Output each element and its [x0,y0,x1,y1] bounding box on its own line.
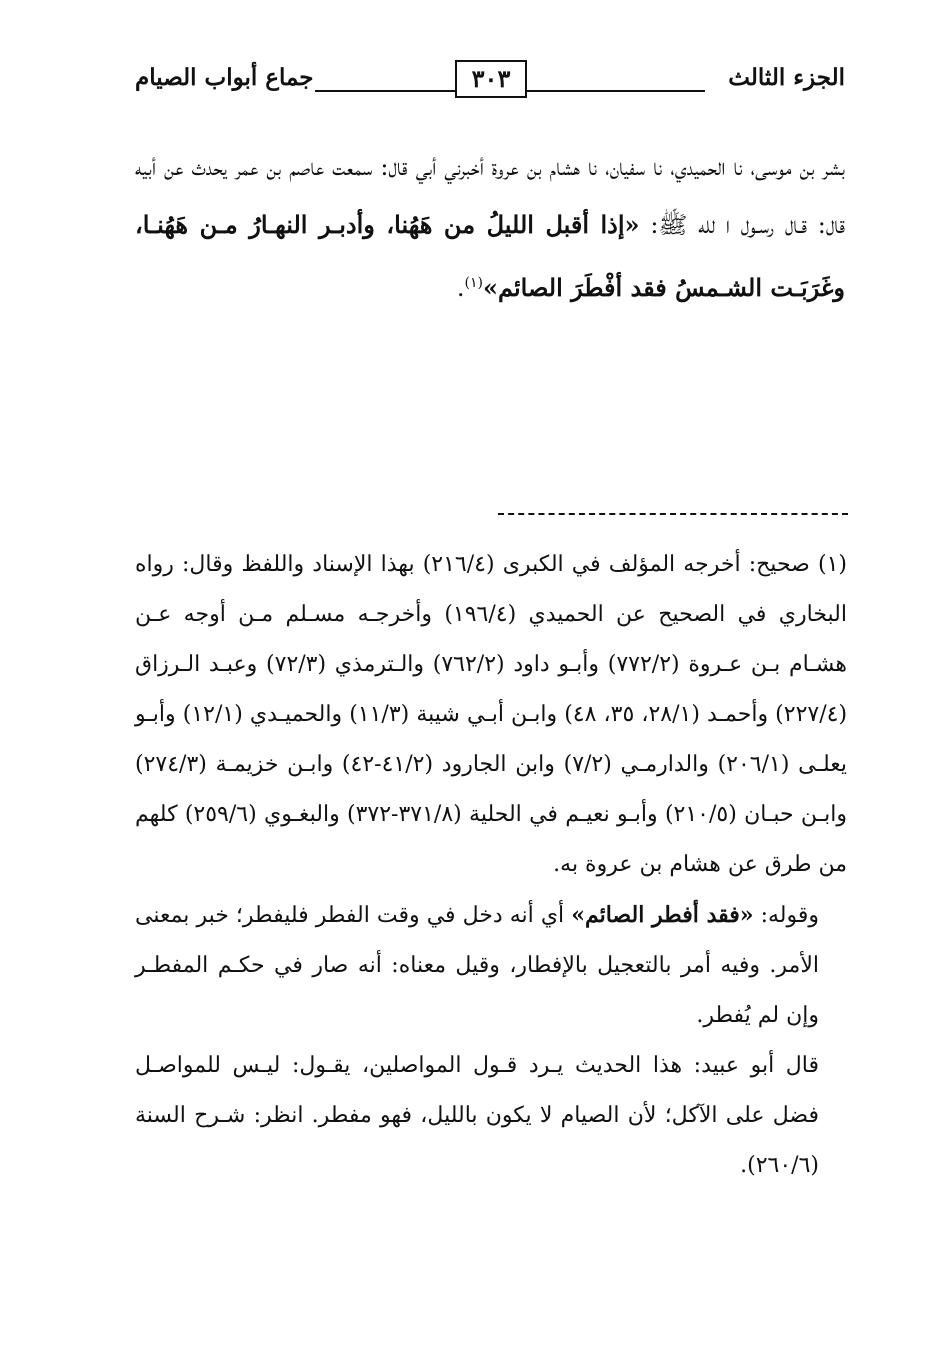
footnote-number: (١) [817,552,847,577]
footnote-separator [498,513,848,515]
footnote-ref: (١) [464,275,483,291]
commentary-quote: «فقد أفطر الصائم» [571,902,754,928]
page-header [135,60,845,102]
main-text [135,138,845,317]
commentary-intro: وقوله: [753,903,819,928]
page-number: ٣٠٣ [455,60,527,98]
hadith-text: «إذا أقبل الليلُ من هَهُنا، وأدبـر النهـارُ مـن هَهُنـا، وغَرَبَـت الشـمسُ فقد أفْطَرَ الصائم» [135,210,845,302]
commentary-text: أي أنه دخل في وقت الفطر فليفطر؛ خبر بمعنى الأمر. وفيه أمر بالتعجيل بالإفطار، وقيل معناه: أنه صار في حكـم المفطـر وإن لم يُفطر. [135,903,819,1028]
abu-ubaid-text: قال أبو عبيد: هذا الحديث يـرد قـول المواصلين، يقـول: ليـس للمواصـل فضل على الآكل؛ لأن الصيام لا يكون بالليل، فهو مفطر. انظر: شـرح السنة (٢٦٠/٦). [135,1053,819,1178]
footnotes [135,540,847,1191]
volume-title: الجزء الثالث [728,64,845,91]
isnad-line-2: قال: سمعت عاصم بن عمر يحدث عن أبيه قال: قـال رسـول ا لله ﷺ: [135,153,845,239]
isnad-line-1: بشر بن موسى، نا الحميدي، نا سفيان، نا هشام بن عروة أخبرني أبي [415,153,845,181]
header-rule-right [527,90,705,92]
end-period: . [456,274,465,302]
chapter-title: جماع أبواب الصيام [135,64,314,91]
footnote-1-text: صحيح: أخرجه المؤلف في الكبرى (٢١٦/٤) بهذا الإسناد واللفظ وقال: رواه البخاري في الصحيح عن الحميدي (١٩٦/٤) وأخرجـه مسـلم مـن أوجه عـن هشـام بـن عـروة (٧٧٢/٢) وأبـو داود (٧٦٢/٢) والـترمذي (٧٢/٣) وعبـد الـرزاق (٢٢٧/٤) وأحمـد (٢٨/١، ٣٥، ٤٨) وابـن أبـي شيبة (١١/٣) والحميـدي (١٢/١) وأبـو يعلـى (٢٠٦/١) والدارمـي (٧/٢) وابن الجارود (٤١/٢-٤٢) وابـن خزيمـة (٢٧٤/٣) وابـن حبـان (٢١٠/٥) وأبـو نعيـم في الحلية (٣٧١/٨-٣٧٢) والبغـوي (٢٥٩/٦) كلهم من طرق عن هشام بن عروة به. [135,552,848,877]
header-rule-left [315,90,455,92]
footnote-1 [135,540,847,890]
commentary-paragraph [135,890,847,1041]
abu-ubaid-paragraph [135,1041,847,1191]
